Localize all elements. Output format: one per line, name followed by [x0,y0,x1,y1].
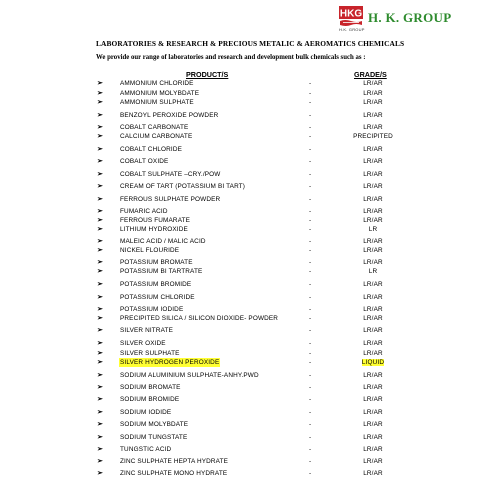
list-item [0,349,500,358]
product-grade: LR/AR [363,372,383,379]
list-item [0,182,500,191]
arrow-bullet-icon: ➢ [97,350,103,357]
highlighted-grade: LIQUID [361,359,385,366]
arrow-bullet-icon: ➢ [97,409,103,416]
product-name: FERROUS SULPHATE POWDER [120,196,221,203]
separator-dash: - [309,470,312,477]
product-name: SODIUM BROMATE [120,384,181,391]
separator-dash: - [309,350,312,357]
product-name: AMMONIUM MOLYBDATE [120,90,200,97]
arrow-bullet-icon: ➢ [97,158,103,165]
product-name: SODIUM BROMIDE [120,396,180,403]
separator-dash: - [309,99,312,106]
arrow-bullet-icon: ➢ [97,434,103,441]
arrow-bullet-icon: ➢ [97,247,103,254]
arrow-bullet-icon: ➢ [97,217,103,224]
list-item [0,280,500,289]
column-header-product: PRODUCT/S [186,70,229,79]
list-item [0,237,500,246]
list-item [0,111,500,120]
list-item [0,98,500,107]
arrow-bullet-icon: ➢ [97,268,103,275]
arrow-bullet-icon: ➢ [97,458,103,465]
product-grade: LR/AR [363,208,383,215]
list-item [0,293,500,302]
product-grade: LR [368,268,378,275]
product-name: COBALT CHLORIDE [120,146,183,153]
product-name: PRECIPITED SILICA / SILICON DIOXIDE- POWDER [120,315,279,322]
list-item [0,383,500,392]
arrow-bullet-icon: ➢ [97,359,103,366]
column-header-grade: GRADE/S [354,70,387,79]
product-grade: LR/AR [363,281,383,288]
product-grade: LR [368,226,378,233]
list-item [0,258,500,267]
product-name: CREAM OF TART (POTASSIUM BI TART) [120,183,246,190]
list-item [0,225,500,234]
product-grade: LR/AR [363,384,383,391]
separator-dash: - [309,434,312,441]
logo-mark-text: HKG [339,8,363,20]
product-name: SODIUM TUNGSTATE [120,434,188,441]
product-grade: LR/AR [363,171,383,178]
product-grade: LR/AR [363,350,383,357]
separator-dash: - [309,90,312,97]
product-grade: LR/AR [363,315,383,322]
arrow-bullet-icon: ➢ [97,90,103,97]
separator-dash: - [309,208,312,215]
product-name: COBALT CARBONATE [120,124,189,131]
arrow-bullet-icon: ➢ [97,99,103,106]
product-name: ZINC SULPHATE HEPTA HYDRATE [120,458,229,465]
list-item [0,216,500,225]
product-grade: LR/AR [363,446,383,453]
list-item [0,408,500,417]
product-name: SODIUM ALUMINIUM SULPHATE-ANHY.PWD [120,372,259,379]
separator-dash: - [309,327,312,334]
arrow-bullet-icon: ➢ [97,315,103,322]
product-name: SILVER HYDROGEN PEROXIDE [120,359,220,366]
separator-dash: - [309,396,312,403]
separator-dash: - [309,112,312,119]
arrow-bullet-icon: ➢ [97,124,103,131]
list-item [0,314,500,323]
separator-dash: - [309,281,312,288]
separator-dash: - [309,158,312,165]
arrow-bullet-icon: ➢ [97,196,103,203]
product-name: SILVER SULPHATE [120,350,180,357]
arrow-bullet-icon: ➢ [97,80,103,87]
product-name: POTASSIUM BROMATE [120,259,193,266]
list-item [0,445,500,454]
list-item [0,79,500,88]
product-name: POTASSIUM BROMIDE [120,281,192,288]
separator-dash: - [309,133,312,140]
separator-dash: - [309,268,312,275]
logo-company-name: H. K. GROUP [368,10,452,25]
list-item [0,326,500,335]
separator-dash: - [309,384,312,391]
product-grade: LR/AR [363,327,383,334]
list-item [0,267,500,276]
arrow-bullet-icon: ➢ [97,384,103,391]
product-name: TUNGSTIC ACID [120,446,172,453]
list-item [0,420,500,429]
product-grade: LR/AR [363,259,383,266]
product-grade: LR/AR [363,112,383,119]
arrow-bullet-icon: ➢ [97,294,103,301]
separator-dash: - [309,183,312,190]
document-heading: LABORATORIES & RESEARCH & PRECIOUS METALIC & AEROMATICS CHEMICALS [96,39,405,48]
separator-dash: - [309,259,312,266]
list-item [0,305,500,314]
arrow-bullet-icon: ➢ [97,446,103,453]
product-grade: LR/AR [363,196,383,203]
product-name: SILVER OXIDE [120,340,166,347]
product-grade: LR/AR [363,458,383,465]
product-name: CALCIUM CARBONATE [120,133,193,140]
separator-dash: - [309,458,312,465]
product-grade: LR/AR [363,183,383,190]
product-name: SODIUM IODIDE [120,409,172,416]
product-grade: LR/AR [363,90,383,97]
arrow-bullet-icon: ➢ [97,340,103,347]
separator-dash: - [309,226,312,233]
arrow-bullet-icon: ➢ [97,421,103,428]
product-grade: LR/AR [363,158,383,165]
arrow-bullet-icon: ➢ [97,327,103,334]
product-grade: LR/AR [363,470,383,477]
separator-dash: - [309,146,312,153]
list-item [0,395,500,404]
list-item [0,170,500,179]
list-item [0,145,500,154]
list-item [0,339,500,348]
product-name: NICKEL FLOURIDE [120,247,180,254]
product-grade: LR/AR [363,340,383,347]
product-name: BENZOYL PEROXIDE POWDER [120,112,219,119]
separator-dash: - [309,315,312,322]
arrow-bullet-icon: ➢ [97,112,103,119]
separator-dash: - [309,217,312,224]
arrow-bullet-icon: ➢ [97,372,103,379]
product-name: POTASSIUM IODIDE [120,306,184,313]
separator-dash: - [309,196,312,203]
logo-mark-sub: H.K. GROUP [339,27,365,32]
list-item [0,469,500,478]
separator-dash: - [309,421,312,428]
product-grade: LR/AR [363,294,383,301]
list-item [0,457,500,466]
product-name: COBALT OXIDE [120,158,169,165]
separator-dash: - [309,247,312,254]
product-grade: LR/AR [363,238,383,245]
product-name: SODIUM MOLYBDATE [120,421,189,428]
product-name: COBALT SULPHATE –CRY./POW [120,171,221,178]
arrow-bullet-icon: ➢ [97,238,103,245]
arrow-bullet-icon: ➢ [97,146,103,153]
product-grade: LR/AR [363,124,383,131]
product-grade: LR/AR [363,434,383,441]
list-item [0,195,500,204]
arrow-bullet-icon: ➢ [97,306,103,313]
product-name: MALEIC ACID / MALIC ACID [120,238,206,245]
separator-dash: - [309,372,312,379]
product-name: FERROUS FUMARATE [120,217,191,224]
product-name: POTASSIUM CHLORIDE [120,294,195,301]
separator-dash: - [309,306,312,313]
product-grade: LR/AR [363,146,383,153]
arrow-bullet-icon: ➢ [97,226,103,233]
product-grade: LR/AR [363,409,383,416]
product-name: POTASSIUM BI TARTRATE [120,268,203,275]
list-item [0,433,500,442]
separator-dash: - [309,340,312,347]
product-grade: LR/AR [363,99,383,106]
product-grade: LR/AR [363,80,383,87]
list-item [0,157,500,166]
product-name: SILVER NITRATE [120,327,173,334]
list-item [0,132,500,141]
list-item [0,246,500,255]
product-name: AMMONIUM CHLORIDE [120,80,194,87]
separator-dash: - [309,238,312,245]
product-grade: LR/AR [363,306,383,313]
separator-dash: - [309,124,312,131]
arrow-bullet-icon: ➢ [97,281,103,288]
product-name: FUMARIC ACID [120,208,168,215]
product-name: AMMONIUM SULPHATE [120,99,194,106]
separator-dash: - [309,294,312,301]
product-grade: LR/AR [363,421,383,428]
arrow-bullet-icon: ➢ [97,208,103,215]
list-item [0,123,500,132]
product-grade: LR/AR [363,217,383,224]
product-name: ZINC SULPHATE MONO HYDRATE [120,470,228,477]
product-grade: LR/AR [363,396,383,403]
arrow-bullet-icon: ➢ [97,259,103,266]
separator-dash: - [309,171,312,178]
list-item [0,89,500,98]
separator-dash: - [309,409,312,416]
list-item [0,371,500,380]
arrow-bullet-icon: ➢ [97,470,103,477]
intro-text: We provide our range of laboratories and research and development bulk chemicals such as : [96,54,366,61]
separator-dash: - [309,446,312,453]
arrow-bullet-icon: ➢ [97,183,103,190]
separator-dash: - [309,359,312,366]
arrow-bullet-icon: ➢ [97,171,103,178]
product-grade: LR/AR [363,247,383,254]
product-name: LITHIUM HYDROXIDE [120,226,188,233]
list-item [0,207,500,216]
separator-dash: - [309,80,312,87]
product-grade [346,358,400,367]
product-grade: PRECIPITED [353,133,393,140]
arrow-bullet-icon: ➢ [97,133,103,140]
list-item [0,358,500,367]
arrow-bullet-icon: ➢ [97,396,103,403]
